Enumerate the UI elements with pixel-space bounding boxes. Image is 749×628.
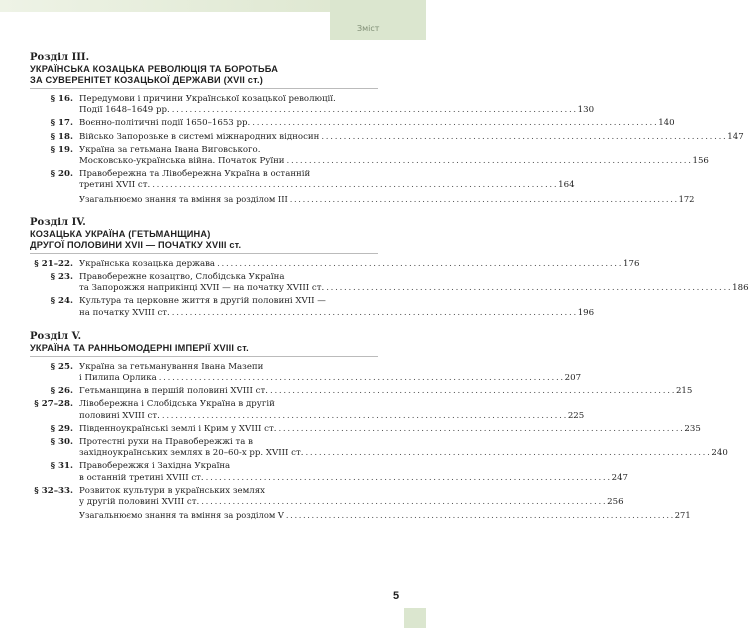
entry-title-line: Культура та церковне життя в другій половині XVII — [79,296,326,307]
header-tab [330,0,426,40]
entry-page: 176 [623,258,640,269]
toc-entry[interactable] [30,423,701,435]
entry-page: 235 [684,423,701,434]
entry-title-line: Розвиток культури в українських землях [79,485,266,496]
header-strip [0,0,330,12]
entry-title-line: Україна за гетьмана Івана Виговського. [79,144,261,155]
toc-entry[interactable] [30,144,709,167]
entry-page: 247 [611,472,629,483]
section-title-line: КОЗАЦЬКА УКРАЇНА (ГЕТЬМАНЩИНА) [30,228,211,239]
entry-page: 207 [564,373,582,384]
entry-number: § 18. [50,131,73,142]
entry-number: § 24. [50,296,73,307]
entry-title-line: Правобережжя і Західна Україна [79,461,231,472]
toc-entry[interactable] [30,485,624,508]
entry-page: 130 [577,105,595,116]
entry-page: 156 [692,156,709,167]
dot-leader [290,194,677,205]
entry-page: 140 [658,118,675,129]
table-of-contents [30,52,749,533]
entry-number: § 21–22. [34,258,73,269]
entry-title-line: Українська козацька держава [79,258,216,269]
dot-leader [287,156,691,167]
section-label: Розділ V. [30,330,82,342]
divider [30,88,378,89]
toc-entry[interactable] [30,361,582,384]
entry-number: § 20. [50,169,73,180]
toc-entry[interactable] [30,118,675,129]
footer-tab [404,608,426,628]
toc-summary[interactable] [30,510,691,521]
entry-number: § 32–33. [34,485,73,496]
dot-leader [206,473,610,484]
entry-title-line: на початку XVIII ст. [79,307,170,318]
dot-leader [201,497,605,508]
toc-entry[interactable] [30,94,595,116]
entry-page: 196 [577,307,595,318]
entry-title-line: Південноукраїнські землі і Крим у XVIII ст. [79,423,277,434]
dot-leader [278,424,682,435]
dot-leader [286,510,673,521]
entry-title-line: західноукраїнських землях в 20–60-х рр. XVIII ст. [79,448,304,459]
toc-entry[interactable] [30,437,728,459]
entry-number: § 26. [50,386,73,397]
entry-number: § 19. [50,144,73,155]
toc-entry[interactable] [30,386,693,397]
summary-text: Узагальнюємо знання та вміння за розділом ІІІ [79,193,288,204]
entry-page: 225 [567,410,585,421]
entry-number: § 25. [50,361,73,372]
entry-title-line: в останній третині XVIII ст. [79,472,204,483]
entry-title-line: та Запорожжя наприкінці XVII — на початку XVIII ст. [79,283,325,294]
entry-title-line: Правобережна та Лівобережна Україна в останній [79,169,311,180]
entry-title-line: Передумови і причини Української козацької революції. [79,94,336,104]
section-5 [30,330,728,522]
entry-title-line: Московсько-українська війна. Початок Руїни [79,156,285,167]
dot-leader [270,386,674,397]
toc-entry[interactable] [30,272,749,294]
section-title-line: УКРАЇНСЬКА КОЗАЦЬКА РЕВОЛЮЦІЯ ТА БОРОТЬБА [30,64,279,74]
section-label: Розділ IV. [30,216,86,228]
entry-title-line: і Пилипа Орлика [79,373,157,384]
summary-page: 271 [674,510,691,521]
section-3 [30,52,744,205]
toc-entry[interactable] [30,131,744,143]
running-header: Зміст [357,24,380,33]
entry-number: § 23. [50,272,73,283]
entry-title-line: Правобережне козацтво, Слобідська Україна [79,272,285,283]
entry-number: § 16. [50,94,73,104]
entry-page: 256 [607,497,624,508]
dot-leader [159,373,563,384]
header-bar [0,0,426,12]
entry-title-line: Гетьманщина в першій половині XVIII ст. [79,386,268,397]
section-title-line: УКРАЇНА ТА РАННЬОМОДЕРНІ ІМПЕРІЇ XVIII ст. [30,342,249,353]
dot-leader [326,283,730,294]
entry-title-line: Події 1648–1649 рр. [79,105,170,116]
dot-leader [305,448,709,459]
section-label: Розділ ІІІ. [30,52,90,63]
entry-title-line: Лівобережна і Слобідська Україна в другій [79,399,275,410]
toc-summary[interactable] [30,193,695,205]
entry-number: § 29. [50,423,73,434]
entry-title-line: половині XVIII ст. [79,410,160,421]
toc-entry[interactable] [30,461,629,483]
entry-page: 147 [727,131,744,142]
entry-title-line: Протестні рухи на Правобережжі та в [79,437,253,448]
entry-number: § 31. [50,461,73,472]
entry-number: § 17. [50,118,73,129]
dot-leader [172,308,576,319]
dot-leader [172,105,576,116]
entry-page: 215 [675,386,693,397]
divider [30,253,378,254]
entry-page: 186 [732,283,749,294]
page-number: 5 [393,590,400,602]
summary-text: Узагальнюємо знання та вміння за розділом V [79,510,284,521]
section-title-line: ЗА СУВЕРЕНІТЕТ КОЗАЦЬКОЇ ДЕРЖАВИ (XVII ст.) [30,75,263,85]
section-4 [30,216,749,319]
entry-page: 164 [558,180,575,191]
toc-entry[interactable] [30,258,640,270]
entry-page: 240 [711,448,728,459]
entry-number: § 27–28. [34,399,73,410]
entry-title-line: третині XVII ст. [79,180,151,191]
entry-number: § 30. [50,437,73,448]
entry-title-line: у другій половині XVIII ст. [79,497,200,508]
toc-entry[interactable] [30,169,575,191]
dot-leader [152,180,556,191]
dot-leader [252,118,656,129]
entry-title-line: Україна за гетьманування Івана Мазепи [79,361,264,372]
dot-leader [321,132,725,143]
toc-entry[interactable] [30,399,585,421]
divider [30,356,378,357]
entry-title-line: Військо Запорозьке в системі міжнародних відносин [79,131,320,142]
toc-entry[interactable] [30,296,595,318]
dot-leader [217,259,621,270]
dot-leader [162,411,566,422]
section-title-line: ДРУГОЇ ПОЛОВИНИ XVII — ПОЧАТКУ XVIII ст. [30,239,242,250]
entry-title-line: Воєнно-політичні події 1650–1653 рр. [79,118,251,129]
summary-page: 172 [678,193,695,204]
